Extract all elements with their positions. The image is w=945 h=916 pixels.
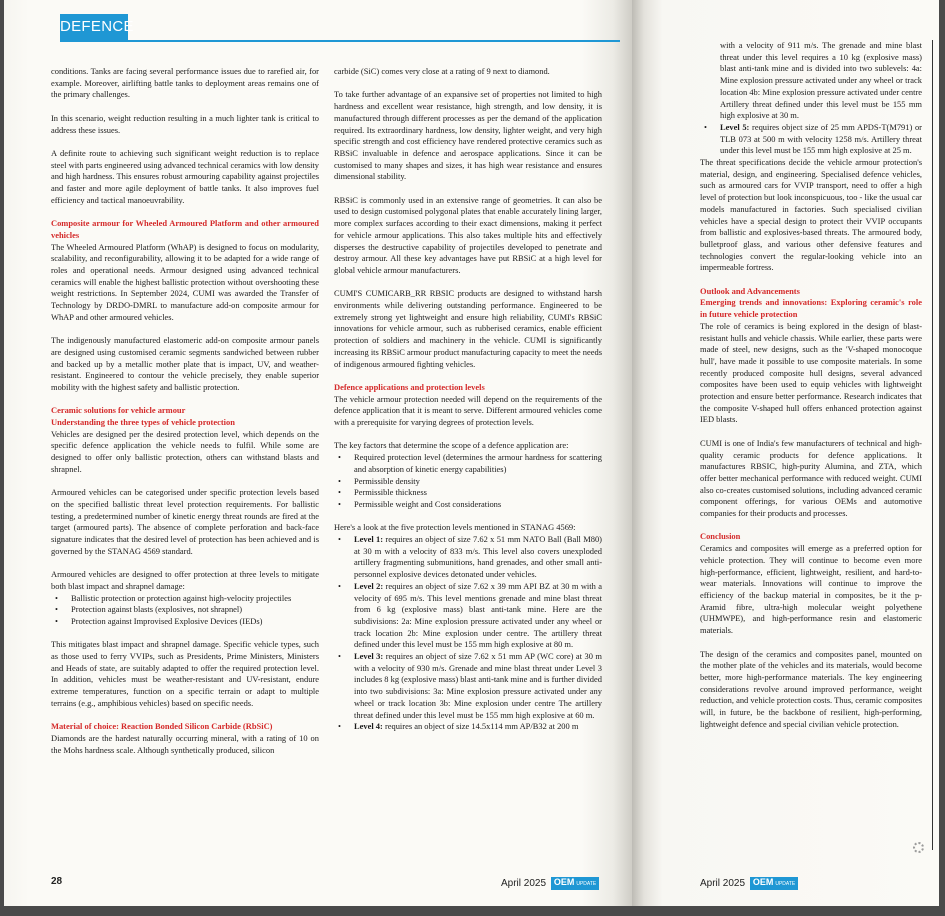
paragraph: The role of ceramics is being explored in the design of blast-resistant hulls and vehicle chassis. While earlier, these parts were made of steel, new designs, such as the 'V-shaped monocoque hull', have made it possible to use composite materials. In some recently produced composite hull designs, several advanced composites have been used to equip vehicles with lightweight protection and ensure better performance. Research indicates that the composite V-shaped hull offers enhanced protection against IED blasts.: [700, 320, 922, 425]
footer-left: [501, 877, 599, 890]
footer-date: April 2025: [700, 878, 746, 890]
list-item: • Protection against blasts (explosives, not shrapnel): [51, 604, 319, 616]
paragraph: The indigenously manufactured elastomeric add-on composite armour panels are designed using customised ceramic segments sandwiched between rubber and backed up by a metallic mother plate that is impact, UV, and weather-resistant. Engineered to contour the vehicle precisely, they enable superior mobility with the highest safety and ballistic protection.: [51, 335, 319, 392]
logo-subtext: UPDATE: [576, 881, 597, 887]
list-item: [334, 534, 602, 581]
paragraph: Armoured vehicles can be categorised under specific protection levels based on the specified ballistic threat level protection requirements. For ballistic testing, a predetermined number of kinetic energy threat rounds are fired at the target (armoured parts). The absence of complete perforation and back-face signature indicates that the desired level of protection has been achieved and is governed by the STANAG 4569 standard.: [51, 487, 319, 556]
oem-logo: [750, 877, 798, 890]
paragraph: A definite route to achieving such significant weight reduction is to replace steel with parts engineered using advanced technical ceramics with low density and high hardness. This ensures robust armouring capability against projectiles and faster and more agile deployment of battle tanks. It also improves fuel efficiency and tactical manoeuvrability.: [51, 147, 319, 205]
subheading: Composite armour for Wheeled Armoured Platform and other armoured vehicles: [51, 218, 319, 240]
paragraph: The vehicle armour protection needed will depend on the requirements of the defence application that it is meant to serve. Different armoured vehicles come with a prerequisite for varying degrees of protection levels.: [334, 393, 602, 428]
paragraph: with a velocity of 911 m/s. The grenade and mine blast threat under this level requires a 10 kg (explosive mass) blast anti-tank mine and is divided into two sublevels: 4a: Mine explosion pressure activated under any wheel or track location 4b: Mine explosion pressure activated under centre Artillery threat defined under this level must be 155 mm high explosive at 30 m.: [720, 40, 922, 121]
footer-right: [700, 877, 798, 890]
paragraph: The design of the ceramics and composites panel, mounted on the mother plate of the vehicles and its materials, would become better, more high-performance materials. The key engineering considerations revolve around improved performance, weight reduction, and vehicle protection costs. Thus, ceramic composites will, in future, be the backbone of resilient, high-performing, lightweight defence and special civilian vehicle protection.: [700, 648, 922, 729]
level-text: requires object size of 25 mm APDS-T(M791) or TLB 073 at 500 m with velocity 1258 m/s. Artillery threat under this level must be 155 mm high explosive at 25 m.: [720, 121, 922, 156]
level-label: Level 1:: [354, 534, 384, 545]
paragraph: To take further advantage of an expansive set of properties not limited to high hardness and excellent wear resistance, high strength, and low density, it is manufactured through different processes as per the demand of the application required. Its extraordinary hardness, low density, lighter weight, and very high specific strength and cost efficiency have rendered protective ceramics such as RBSiC invaluable in defence and aerospace applications. Since it can be customised to many shapes and sizes, it has high wear resistance and ensures dimensional stability.: [334, 89, 602, 182]
paragraph: Here's a look at the five protection levels mentioned in STANAG 4569:: [334, 522, 576, 533]
paragraph: conditions. Tanks are facing several performance issues due to rarefied air, for example. Moreover, airlifting battle tanks to deployment areas remains one of the primary challenges.: [51, 66, 319, 100]
paragraph: The Wheeled Armoured Platform (WhAP) is designed to focus on modularity, scalability, and reconfigurability, allowing it to be adapted for a wide range of roles and operational needs. Armour designed using advanced technical ceramics will enable the highest ballistic protection without overshooting these weight restrictions. In September 2024, CUMI was awarded the Transfer of Technology by DRDO-DMRL to manufacture add-on composite armour for WhAP and other armoured vehicles.: [51, 241, 319, 322]
column-3: [700, 40, 922, 730]
level-text: requires an object of size 7.62 x 39 mm API BZ at 30 m with a velocity of 695 m/s. This level mentions grenade and mine blast threat from 6 kg (explosive mass) blast anti-tank mine. Here are the subdivisions: 2a: Mine explosion pressure activated under any wheel or track location 2b: Mine explosion under centre. The artillery threat defined under this level must be 155 mm high explosive at 80 m.: [354, 580, 602, 650]
oem-logo: [551, 877, 599, 890]
list-item: • Permissible weight and Cost considerations: [334, 499, 602, 511]
level-text: requires an object of size 7.62 x 51 mm NATO Ball (Ball M80) at 30 m with a velocity of 833 m/s. This level also covers unexploded artillery fragmenting submunitions, hand grenades, and other small anti-personnel explosive devices detonated under vehicles.: [354, 534, 602, 580]
paragraph: Ceramics and composites will emerge as a preferred option for vehicle protection. They will continue to become even more high-performance, efficient, lightweight, resilient, and hard-to-wear materials. Innovations will continue to improve the efficiency of the backup material in composites, be it the p-Aramid fibre, ultra-high molecular weight polyethene (UHMWPE), and high-performance resin and elastomeric materials.: [700, 543, 922, 636]
logo-text: OEM: [752, 877, 774, 887]
subheading: Outlook and Advancements: [700, 285, 800, 296]
paragraph: Vehicles are designed per the desired protection level, which depends on the specific defence application the vehicle needs to fulfil. While some are designed to offer only ballistic protection, others can withstand blasts and shrapnel.: [51, 428, 319, 474]
levels-list: [700, 122, 922, 157]
list-item: • Permissible thickness: [334, 487, 602, 499]
column-1: [51, 66, 319, 756]
subheading: Material of choice: Reaction Bonded Silicon Carbide (RbSiC): [51, 721, 273, 732]
list-item: • Protection against Improvised Explosive Devices (IEDs): [51, 616, 319, 628]
paragraph: This mitigates blast impact and shrapnel damage. Specific vehicle types, such as those used to ferry VVIPs, such as Presidents, Prime Ministers, Ministers and Heads of state, are suitably adapted to offer the required protection level. In addition, vehicles must be weather-resistant and UV-resistant, endure extreme temperatures, function on a specific terrain or adapt to multiple terrains (e.g., amphibious vehicles) based on specific needs.: [51, 639, 319, 708]
list-item: [334, 581, 602, 651]
list-item: • Permissible density: [334, 476, 602, 488]
subheading: Understanding the three types of vehicle protection: [51, 417, 235, 428]
paragraph: The key factors that determine the scope of a defence application are:: [334, 440, 569, 451]
level-label: Level 3:: [354, 651, 384, 662]
paragraph: Diamonds are the hardest naturally occurring mineral, with a rating of 10 on the Mohs hardness scale. Although synthetically produced, silicon: [51, 732, 319, 755]
level-label: Level 4:: [354, 721, 383, 732]
level-text: requires an object of size 14.5x114 mm AP/B32 at 200 m: [382, 721, 579, 732]
section-tab: DEFENCE: [60, 14, 128, 40]
level-label: Level 5:: [720, 121, 750, 132]
list-item: [334, 651, 602, 721]
subheading: Conclusion: [700, 531, 741, 542]
list-item: • Required protection level (determines the armour hardness for scattering and absorption of kinetic energy capabilities): [334, 452, 602, 475]
level-text: requires an object of size 7.62 x 51 mm AP (WC core) at 30 m with a velocity of 930 m/s. Grenade and mine blast threat under Level 3 includes 8 kg (explosive mass) blast anti-tank mine and is further divided into two subdivisions: 3a: Mine explosion pressure activated under any wheel or track location 3b: Mine explosion under centre The artillery threat defined under this level must be 155 mm high explosive at 60 m.: [354, 651, 602, 720]
logo-text: OEM: [553, 877, 575, 887]
list-item: [700, 122, 922, 157]
paragraph: CUMI is one of India's few manufacturers of technical and high-quality ceramic products for defence applications. It manufactures RBSIC, high-purity Alumina, and ZTA, which offer better mechanical performance with reduced weight. CUMI also co-creates customised solutions, including advanced ceramic component offerings, for various OEMs and automotive companies for their products and processes.: [700, 437, 922, 519]
paragraph: RBSiC is commonly used in an extensive range of geometries. It can also be used to design customised polygonal plates that enable accurately lining larger, more complex surfaces according to their exact dimensions, making it perfect for vehicle armour applications. This also takes multiple hits and effectively disperses the destructive capability of projectiles developed to penetrate and destroy armour. All these key advantages have put RBSiC at a high level for global vehicle armour manufacturers.: [334, 194, 602, 275]
list-item: [334, 721, 602, 733]
paragraph: Armoured vehicles are designed to offer protection at three levels to mitigate both blast impact and shrapnel damage:: [51, 569, 319, 591]
footer-date: April 2025: [501, 878, 547, 890]
page-edge-rule: [932, 40, 933, 850]
level-label: Level 2:: [354, 580, 384, 591]
subheading: Emerging trends and innovations: Exploring ceramic's role in future vehicle protection: [700, 297, 922, 320]
page-number: 28: [51, 876, 63, 887]
protection-list: [51, 593, 319, 628]
left-page: [4, 0, 632, 906]
paragraph: The threat specifications decide the vehicle armour protection's material, design, and engineering. Specialised defence vehicles, such as armoured cars for VVIP transport, need to offer a high level of protection but look inconspicuous, too - like the usual car models manufactured in factories. Such specialised civilian vehicles have a special design to protect their VVIP occupants from ballistic and explosives-based threats. The armoured body, bulletproof glass, and various other defensive features and technologies convert the regular-looking vehicle into an impermeable fortress.: [700, 157, 922, 273]
paragraph: CUMI'S CUMICARB_RR RBSIC products are designed to withstand harsh environments while delivering outstanding performance. Engineered to be extremely strong yet lightweight and ensure high reliability, CUMI's RBSiC innovations for vehicle armour, such as rubberised ceramics, enable efficient protection of soldiers and machinery in the vehicle. CUMI is significantly increasing its RBSiC armour product manufacturing capacity to meet the needs of indigenous armoured fighting vehicles.: [334, 288, 602, 369]
levels-list: [334, 534, 602, 733]
paragraph: carbide (SiC) comes very close at a rating of 9 next to diamond.: [334, 66, 550, 76]
list-item: • Ballistic protection or protection against high-velocity projectiles: [51, 593, 319, 605]
subheading: Defence applications and protection levels: [334, 381, 485, 392]
logo-subtext: UPDATE: [775, 881, 796, 887]
column-2: [334, 66, 602, 733]
gear-icon: [913, 842, 924, 853]
paragraph: In this scenario, weight reduction resulting in a much lighter tank is critical to address these issues.: [51, 112, 319, 135]
subheading: Ceramic solutions for vehicle armour: [51, 405, 186, 416]
factors-list: [334, 452, 602, 511]
section-rule: [60, 40, 620, 42]
